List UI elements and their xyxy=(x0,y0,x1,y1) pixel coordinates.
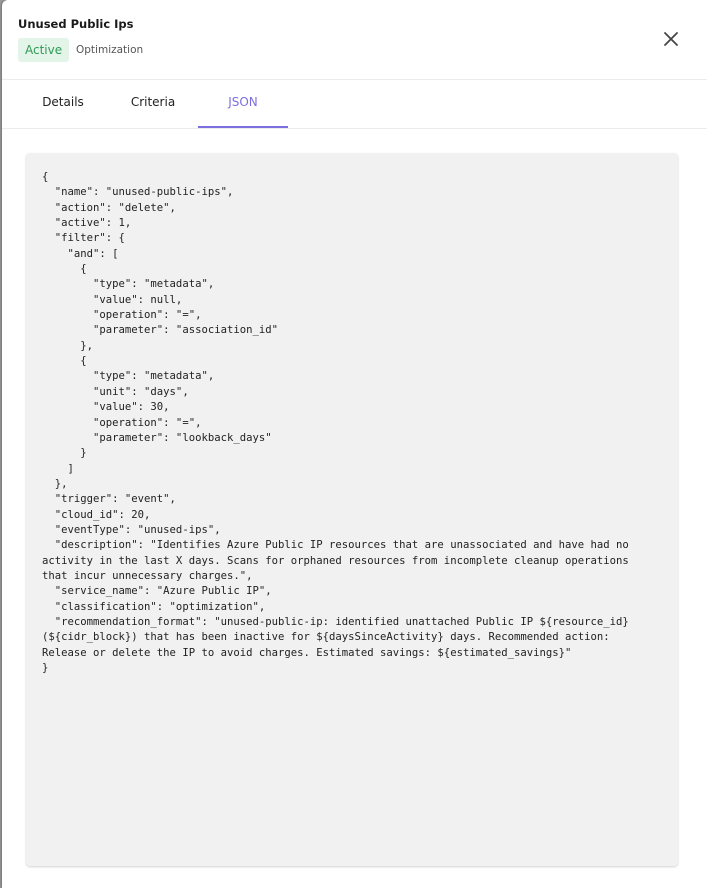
json-content: { "name": "unused-public-ips", "action": "delete", "active": 1, "filter": { "and": [ { "type": "metadata", "value": null, "operation": "=", "parameter": "association_id" }, { "type": "metadata", "unit": "days", "value": 30, "operation": "=", "parameter": "lookback_days" } ] }, "trigger": "event", "cloud_id": 20, "eventType": "unused-ips", "description": "Identifies Azure Public IP resources that are unassociated and have had no activity in the last X days. Scans for orphaned resources from incomplete cleanup operations that incur unnecessary charges.", "service_name": "Azure Public IP", "classification": "optimization", "recommendation_format": "unused-public-ip: identified unattached Public IP ${resource_id} (${cidr_block}) that has been inactive for ${daysSinceActivity} days. Recommended action: Release or delete the IP to avoid charges. Estimated savings: ${estimated_savings}" } xyxy=(42,171,629,674)
tab-criteria[interactable]: Criteria xyxy=(130,95,176,109)
close-button[interactable] xyxy=(659,27,683,51)
status-badge: Active xyxy=(18,38,69,62)
tab-details[interactable]: Details xyxy=(42,95,84,109)
page-title: Unused Public Ips xyxy=(18,17,134,31)
rule-detail-panel xyxy=(2,0,707,888)
close-icon xyxy=(659,27,683,51)
tab-json[interactable]: JSON xyxy=(198,80,288,128)
category-label: Optimization xyxy=(76,44,144,56)
panel-header xyxy=(2,0,707,80)
json-viewer[interactable] xyxy=(26,153,678,866)
tab-bar xyxy=(2,80,707,129)
